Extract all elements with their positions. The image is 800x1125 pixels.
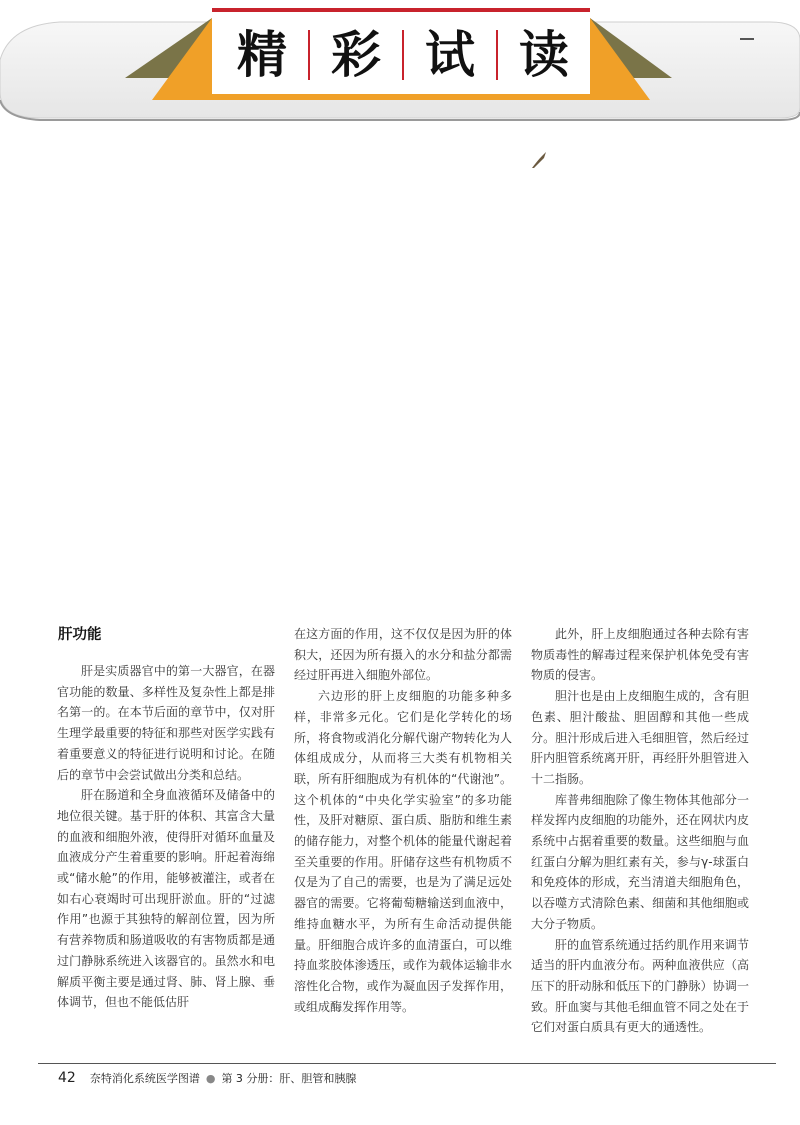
separator-dot: ● <box>205 1072 216 1085</box>
paragraph: 库普弗细胞除了像生物体其他部分一样发挥内皮细胞的功能外，还在网状内皮系统中占据着重要的数量。这些细胞与血红蛋白分解为胆红素有关，参与γ-球蛋白和免疫体的形成，充当清道夫细胞角色，以吞噬方式清除色素、细菌和其他细胞或大分子物质。 <box>531 792 749 931</box>
paragraph: 在这方面的作用，这不仅仅是因为肝的体积大，还因为所有摄入的水分和盐分都需经过肝再进入细胞外部位。 <box>294 627 512 683</box>
banner-char: 读 <box>519 26 569 84</box>
text-column-3 <box>531 624 749 1038</box>
paragraph: 肝的血管系统通过括约肌作用来调节适当的肝内血液分布。两种血液供应（高压下的肝动脉和低压下的门静脉）协调一致。肝血窦与其他毛细血管不同之处在于它们对蛋白质具有更大的通透性。 <box>531 937 749 1035</box>
footer-rule <box>38 1063 776 1064</box>
corner-dash <box>740 38 754 40</box>
banner-title <box>218 22 588 88</box>
ink-mark-icon <box>530 150 550 170</box>
book-title: 奈特消化系统医学图谱 <box>89 1072 200 1085</box>
page-footer <box>58 1070 356 1086</box>
paragraph: 肝在肠道和全身血液循环及储备中的地位很关键。基于肝的体积、其富含大量的血液和细胞外液，使得肝对循环血量及血液成分产生着重要的影响。肝起着海绵或“储水舱”的作用，能够被灌注，或者在如右心衰竭时可出现肝淤血。肝的“过滤作用”也源于其独特的解剖位置，因为所有营养物质和肠道吸收的有害物质都是通过门静脉系统进入该器官的。虽然水和电解质平衡主要是通过肾、肺、肾上腺、垂体调节，但也不能低估肝 <box>57 788 275 1010</box>
text-column-1 <box>57 661 275 1013</box>
paragraph: 胆汁也是由上皮细胞生成的，含有胆色素、胆汁酸盐、胆固醇和其他一些成分。胆汁形成后进入毛细胆管，然后经过肝内胆管系统离开肝，再经肝外胆管进入十二指肠。 <box>531 689 749 786</box>
banner-char: 精 <box>237 26 287 84</box>
text-column-2 <box>294 624 512 1017</box>
banner-separator <box>496 30 498 80</box>
page-number: 42 <box>58 1070 76 1086</box>
banner-separator <box>402 30 404 80</box>
header-banner <box>0 0 800 125</box>
volume-title: 第 3 分册：肝、胆管和胰腺 <box>221 1072 357 1085</box>
paragraph: 六边形的肝上皮细胞的功能多种多样，非常多元化。它们是化学转化的场所，将食物或消化分解代谢产物转化为人体组成成分，从而将三大类有机物相关联，所有肝细胞成为有机体的“代谢池”。这个机体的“中央化学实验室”的多功能性，及肝对糖原、蛋白质、脂肪和维生素的储存能力，对整个机体的能量代谢起着至关重要的作用。肝储存这些有机物质不仅是为了自己的需要，也是为了满足远处器官的需要。它将葡萄糖输送到血液中，维持血糖水平，为所有生命活动提供能量。肝细胞合成许多的血清蛋白，可以维持血浆胶体渗透压，或作为载体运输非水溶性化合物，或作为凝血因子发挥作用，或组成酶发挥作用等。 <box>294 689 512 1014</box>
paragraph: 肝是实质器官中的第一大器官，在器官功能的数量、多样性及复杂性上都是排名第一的。在本节后面的章节中，仅对肝生理学最重要的特征和那些对医学实践有着重要意义的特征进行说明和讨论。在随后的章节中会尝试做出分类和总结。 <box>57 664 275 782</box>
banner-char: 彩 <box>331 26 381 84</box>
banner-separator <box>308 30 310 80</box>
paragraph: 此外，肝上皮细胞通过各种去除有害物质毒性的解毒过程来保护机体免受有害物质的侵害。 <box>531 627 749 683</box>
banner-char: 试 <box>425 26 475 84</box>
section-title: 肝功能 <box>58 627 102 643</box>
